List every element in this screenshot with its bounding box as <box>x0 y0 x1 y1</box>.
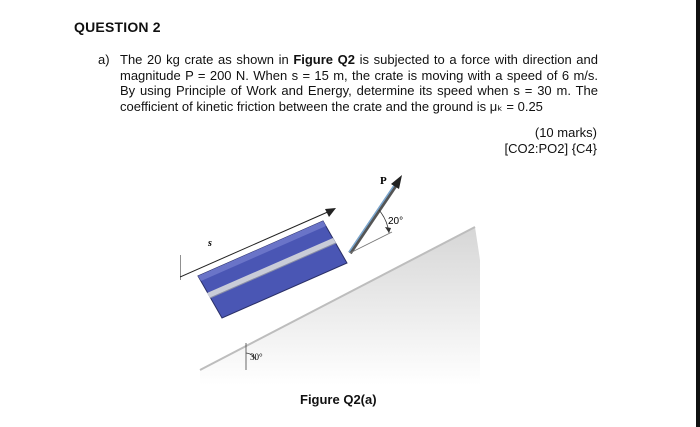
marks-block <box>505 125 598 157</box>
distance-label: s <box>208 238 212 249</box>
incline-angle-label: 30° <box>250 352 263 362</box>
force-angle-label: 20° <box>388 216 404 227</box>
course-outcome-label: [CO2:PO2] {C4} <box>504 141 597 156</box>
question-text-start: The 20 kg crate as shown in <box>120 52 294 67</box>
figure-caption: Figure Q2(a) <box>300 392 377 407</box>
force-p-label: P <box>380 175 387 187</box>
force-angle-arrowhead <box>385 227 391 233</box>
question-body <box>98 52 598 114</box>
question-text <box>120 52 598 114</box>
page-edge <box>696 0 700 427</box>
part-label: a) <box>98 52 110 67</box>
crate-incline-figure <box>180 170 480 385</box>
question-title: QUESTION 2 <box>74 19 161 35</box>
marks-label: (10 marks) <box>534 125 597 140</box>
question-text-end: is subjected to a force with direction and magnitude P = 200 N. When s = 15 m, the crate is moving with a speed of 6 m/s. By using Principle of Work and Energy, determine its speed when s = 30 m. The coefficient of kinetic friction between the crate and the ground is μₖ = 0.25 <box>120 52 598 114</box>
figure-reference: Figure Q2 <box>293 52 356 67</box>
